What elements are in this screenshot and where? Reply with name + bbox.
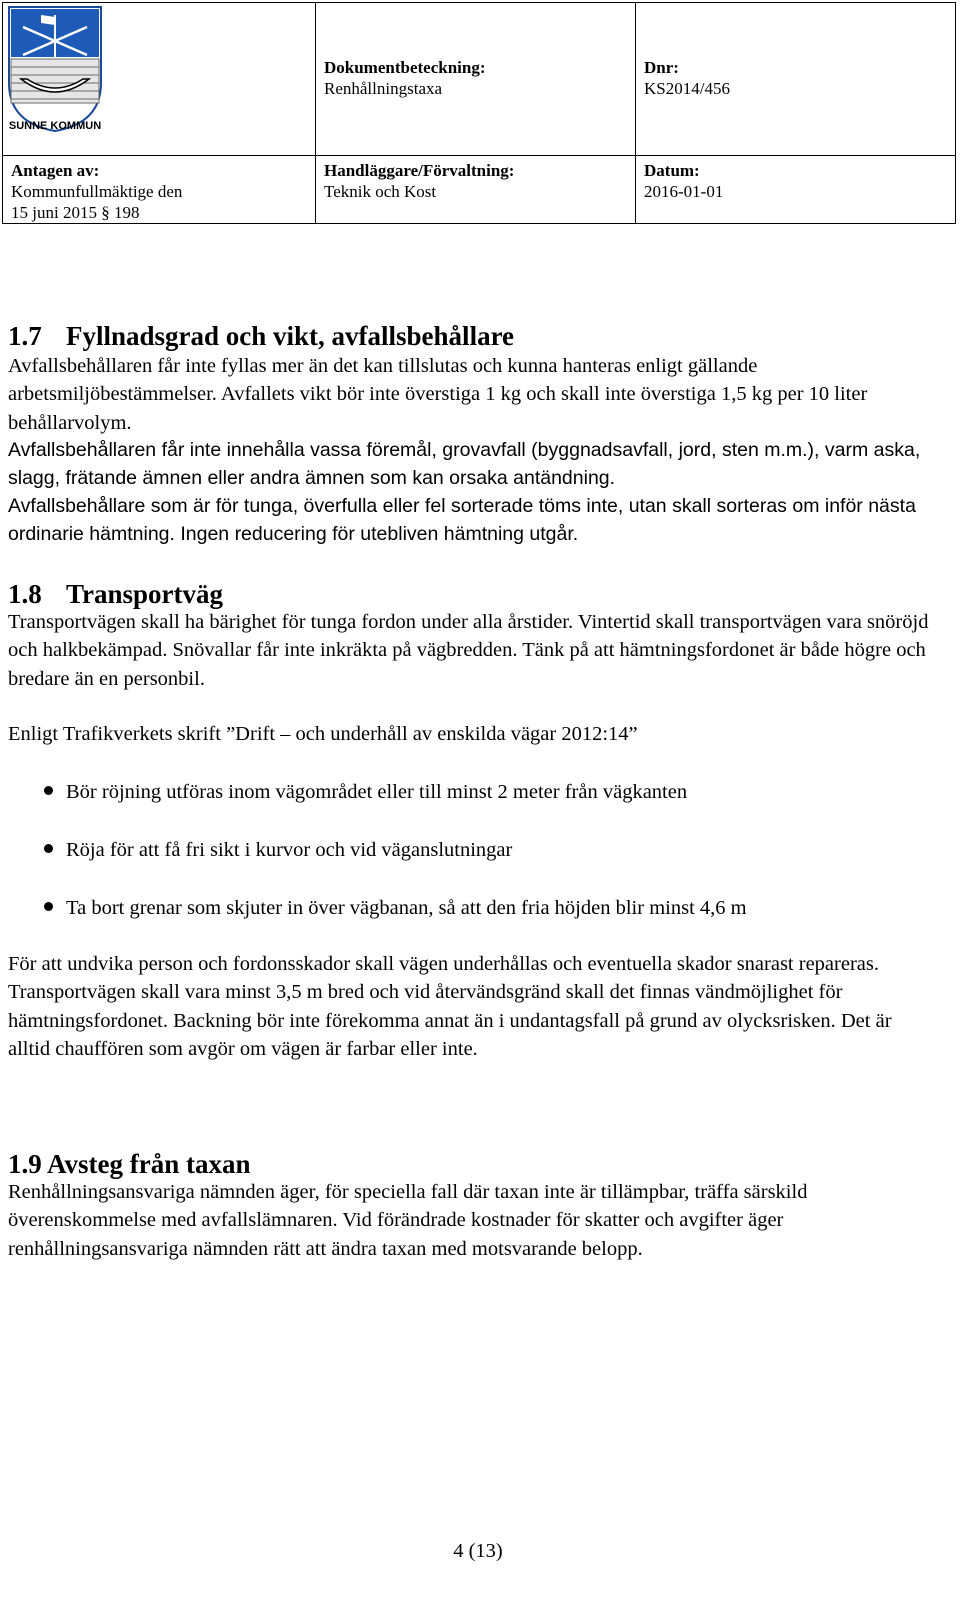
section-title: Transportväg xyxy=(66,579,224,609)
list-item xyxy=(8,778,938,836)
section-number: 1.8 xyxy=(8,579,42,609)
document-header-table xyxy=(2,2,956,224)
logo-cell xyxy=(3,3,316,156)
section-title: Avsteg från taxan xyxy=(47,1149,251,1179)
list-item-text: Röja för att få fri sikt i kurvor och vid väganslutningar xyxy=(66,839,513,861)
adopted-line1: Kommunfullmäktige den xyxy=(11,182,183,201)
bullet-icon xyxy=(44,902,53,911)
handler-value: Teknik och Kost xyxy=(324,182,437,201)
date-cell xyxy=(636,156,956,224)
adopted-line2: 15 juni 2015 § 198 xyxy=(11,203,140,222)
doc-value: Renhållningstaxa xyxy=(324,79,443,98)
section-heading-1-9 xyxy=(8,1148,251,1180)
date-label: Datum: xyxy=(644,161,700,180)
dnr-cell xyxy=(636,3,956,156)
section-heading-1-7 xyxy=(8,320,514,352)
paragraph: Avfallsbehållaren får inte fyllas mer än det kan tillslutas och kunna hanteras enligt gällande arbetsmiljöbestämmelser. Avfallets vikt bör inte överstiga 1 kg och skall inte överstiga 1,5 kg per 10 liter behållarvolym. xyxy=(8,355,868,434)
list-item xyxy=(8,836,938,894)
adopted-label: Antagen av: xyxy=(11,161,100,180)
logo-text: SUNNE KOMMUN xyxy=(8,120,102,132)
paragraph: Avfallsbehållaren får inte innehålla vassa föremål, grovavfall (byggnadsavfall, jord, sten m.m.), varm aska, slagg, frätande ämnen eller andra ämnen som kan orsaka antändning. xyxy=(8,439,921,490)
sunne-kommun-logo xyxy=(7,5,103,133)
section-number: 1.9 xyxy=(8,1149,42,1179)
page-number: 4 (13) xyxy=(453,1540,503,1562)
dnr-label: Dnr: xyxy=(644,58,679,77)
list-item-text: Ta bort grenar som skjuter in över vägbanan, så att den fria höjden blir minst 4,6 m xyxy=(66,897,747,919)
bullet-icon xyxy=(44,786,53,795)
list-item-text: Bör röjning utföras inom vägområdet eller till minst 2 meter från vägkanten xyxy=(66,781,688,803)
date-value: 2016-01-01 xyxy=(644,182,724,201)
paragraph: Renhållningsansvariga nämnden äger, för speciella fall där taxan inte är tillämpbar, träffa särskild överenskommelse med avfallslämnaren. Vid förändrade kostnader för skatter och avgifter äger renhållningsansvariga nämnden rätt att ändra taxan med motsvarande belopp. xyxy=(8,1181,808,1260)
paragraph: Transportvägen skall ha bärighet för tunga fordon under alla årstider. Vintertid skall transportvägen vara snöröjd och halkbekämpad. Snövallar får inte inkräkta på vägbredden. Tänk på att hämtningsfordonet är både högre och bredare än en personbil. xyxy=(8,611,929,690)
paragraph: Avfallsbehållare som är för tunga, överfulla eller fel sorterade töms inte, utan skall sorteras om inför nästa ordinarie hämtning. Ingen reducering för utebliven hämtning utgår. xyxy=(8,495,916,546)
bullet-list xyxy=(8,778,938,952)
paragraph: För att undvika person och fordonsskador skall vägen underhållas och eventuella skador snarast repareras. Transportvägen skall vara minst 3,5 m bred och vid återvändsgränd skall det finnas vändmöjlighet för hämtningsfordonet. Backning bör inte förekomma annat än i undantagsfall på grund av olycksrisken. Det är alltid chauffören som avgör om vägen är farbar eller inte. xyxy=(8,953,892,1061)
paragraph: Enligt Trafikverkets skrift ”Drift – och underhåll av enskilda vägar 2012:14” xyxy=(8,723,638,745)
adopted-cell xyxy=(3,156,316,224)
section-title: Fyllnadsgrad och vikt, avfallsbehållare xyxy=(66,321,515,351)
dnr-value: KS2014/456 xyxy=(644,79,730,98)
section-number: 1.7 xyxy=(8,321,42,351)
doc-label: Dokumentbeteckning: xyxy=(324,58,486,77)
handler-cell xyxy=(316,156,636,224)
doc-cell xyxy=(316,3,636,156)
section-heading-1-8 xyxy=(8,578,223,610)
list-item xyxy=(8,894,938,952)
handler-label: Handläggare/Förvaltning: xyxy=(324,161,515,180)
bullet-icon xyxy=(44,844,53,853)
